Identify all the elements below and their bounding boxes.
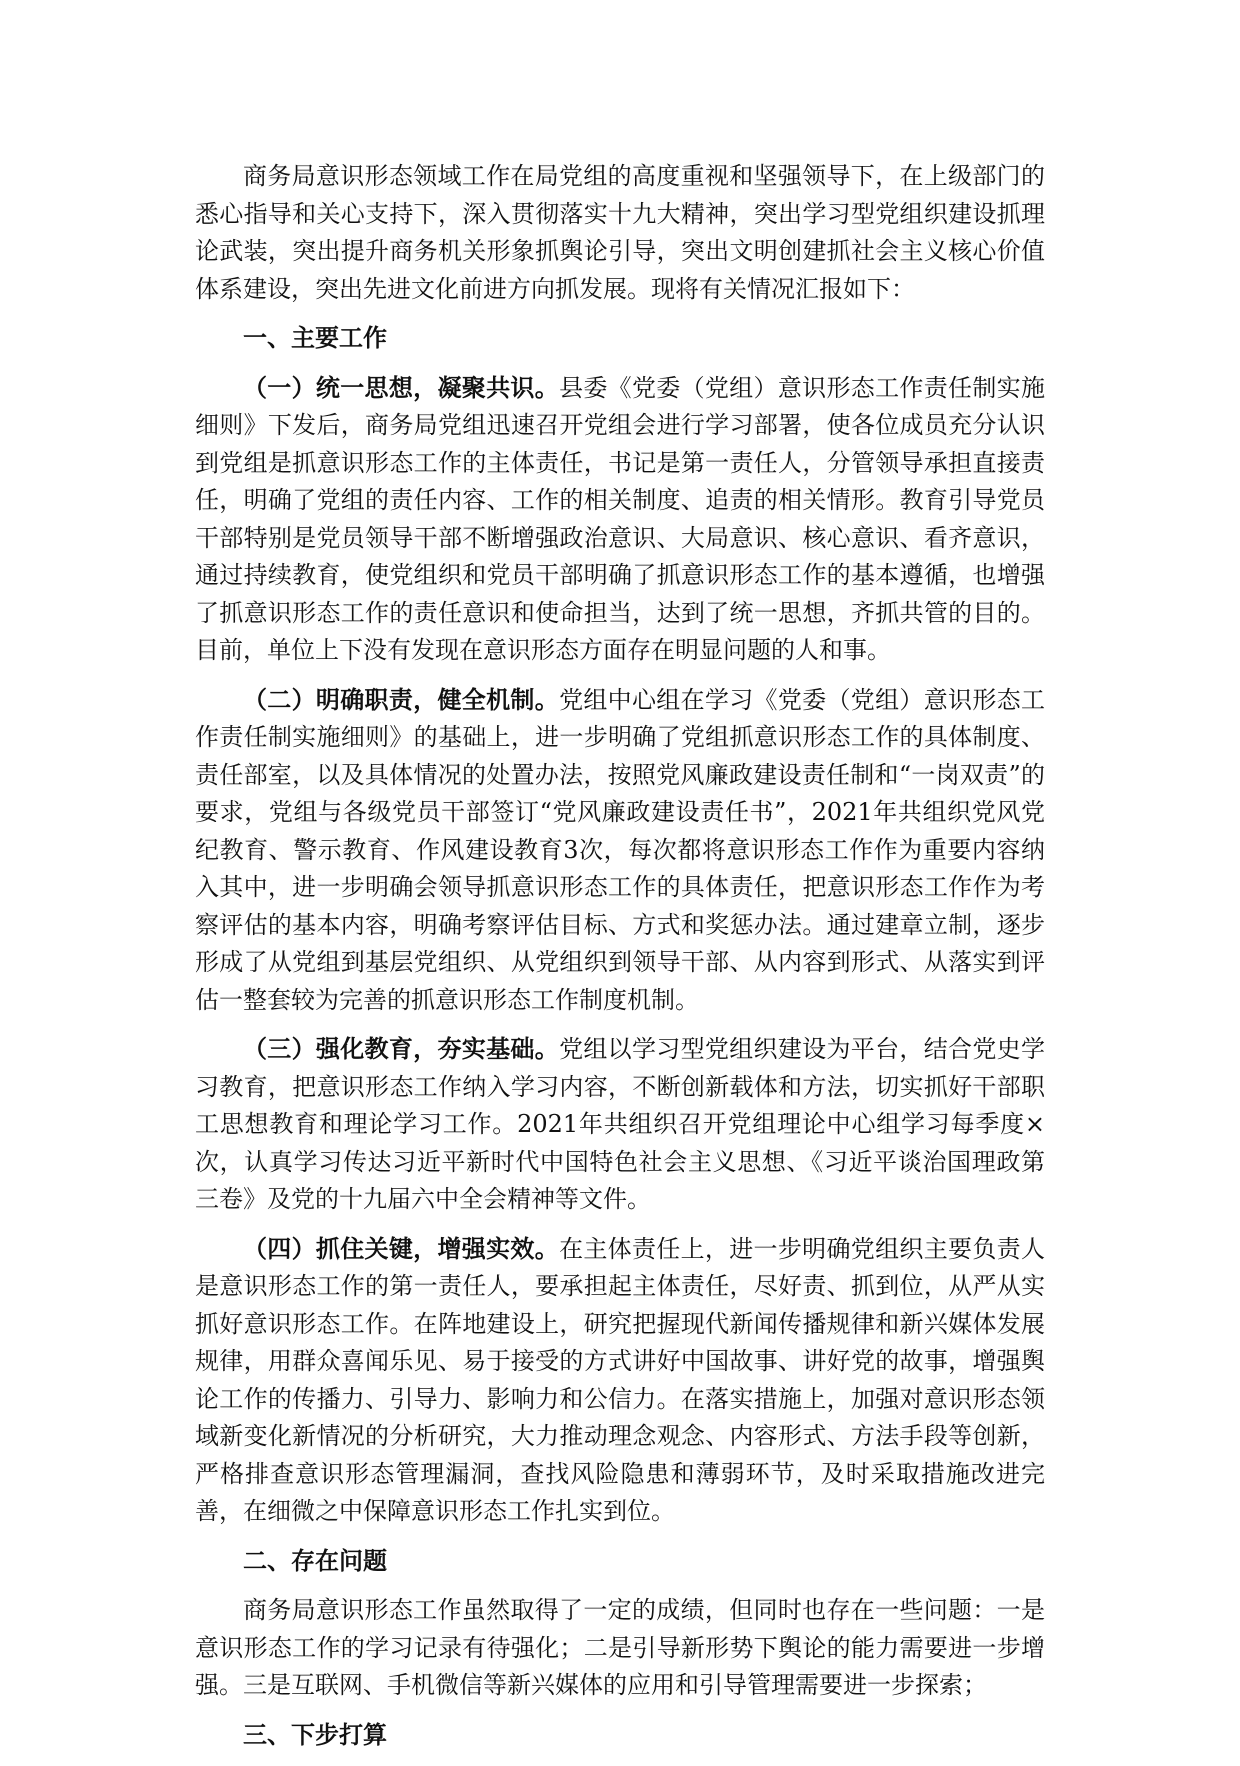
paragraph-item-3 [195, 1031, 1045, 1219]
item-3-lead: （三）强化教育，夯实基础。 [243, 1035, 560, 1063]
item-2-lead: （二）明确职责，健全机制。 [243, 685, 560, 714]
item-2-text: 党组中心组在学习《党委（党组）意识形态工作责任制实施细则》的基础上，进一步明确了党组抓意识形态工作的具体制度、责任部室，以及具体情况的处置办法，按照党风廉政建设责任制和“一岗双责”的要求，党组与各级党员干部签订“党风廉政建设责任书”，2021年共组织党风党纪教育、警示教育、作风建设教育3次，每次都将意识形态工作作为重要内容纳入其中，进一步明确会领导抓意识形态工作的具体责任，把意识形态工作作为考察评估的基本内容，明确考察评估目标、方式和奖惩办法。通过建章立制，逐步形成了从党组到基层党组织、从党组织到领导干部、从内容到形式、从落实到评估一整套较为完善的抓意识形态工作制度机制。 [195, 685, 1045, 1014]
item-4-text: 在主体责任上，进一步明确党组织主要负责人是意识形态工作的第一责任人，要承担起主体责任，尽好责、抓到位，从严从实抓好意识形态工作。在阵地建设上，研究把握现代新闻传播规律和新兴媒体发展规律，用群众喜闻乐见、易于接受的方式讲好中国故事、讲好党的故事，增强舆论工作的传播力、引导力、影响力和公信力。在落实措施上，加强对意识形态领域新变化新情况的分析研究，大力推动理念观念、内容形式、方法手段等创新，严格排查意识形态管理漏洞，查找风险隐患和薄弱环节，及时采取措施改进完善，在细微之中保障意识形态工作扎实到位。 [195, 1234, 1045, 1525]
section-heading-next-steps: 三、下步打算 [243, 1720, 387, 1749]
item-1-lead: （一）统一思想，凝聚共识。 [243, 373, 560, 402]
section-heading-main-work: 一、主要工作 [243, 324, 387, 352]
section-heading-problems: 二、存在问题 [243, 1546, 387, 1575]
paragraph-item-2 [195, 682, 1045, 1020]
item-3-text: 党组以学习型党组织建设为平台，结合党史学习教育，把意识形态工作纳入学习内容，不断创新载体和方法，切实抓好干部职工思想教育和理论学习工作。2021年共组织召开党组理论中心组学习每季度×次，认真学习传达习近平新时代中国特色社会主义思想、《习近平谈治国理政第三卷》及党的十九届六中全会精神等文件。 [195, 1035, 1045, 1213]
item-4-lead: （四）抓住关键，增强实效。 [243, 1234, 560, 1263]
problems-paragraph: 商务局意识形态工作虽然取得了一定的成绩，但同时也存在一些问题：一是意识形态工作的学习记录有待强化；二是引导新形势下舆论的能力需要进一步增强。三是互联网、手机微信等新兴媒体的应用和引导管理需要进一步探索； [195, 1596, 1045, 1699]
paragraph-item-1 [195, 370, 1045, 670]
document-page [195, 158, 1045, 1766]
paragraph-item-4 [195, 1231, 1045, 1531]
intro-paragraph: 商务局意识形态领域工作在局党组的高度重视和坚强领导下，在上级部门的悉心指导和关心支持下，深入贯彻落实十九大精神，突出学习型党组织建设抓理论武装，突出提升商务机关形象抓舆论引导，突出文明创建抓社会主义核心价值体系建设，突出先进文化前进方向抓发展。现将有关情况汇报如下： [195, 162, 1045, 303]
item-1-text: 县委《党委（党组）意识形态工作责任制实施细则》下发后，商务局党组迅速召开党组会进行学习部署，使各位成员充分认识到党组是抓意识形态工作的主体责任，书记是第一责任人，分管领导承担直接责任，明确了党组的责任内容、工作的相关制度、追责的相关情形。教育引导党员干部特别是党员领导干部不断增强政治意识、大局意识、核心意识、看齐意识，通过持续教育，使党组织和党员干部明确了抓意识形态工作的基本遵循，也增强了抓意识形态工作的责任意识和使命担当，达到了统一思想，齐抓共管的目的。目前，单位上下没有发现在意识形态方面存在明显问题的人和事。 [195, 373, 1045, 664]
